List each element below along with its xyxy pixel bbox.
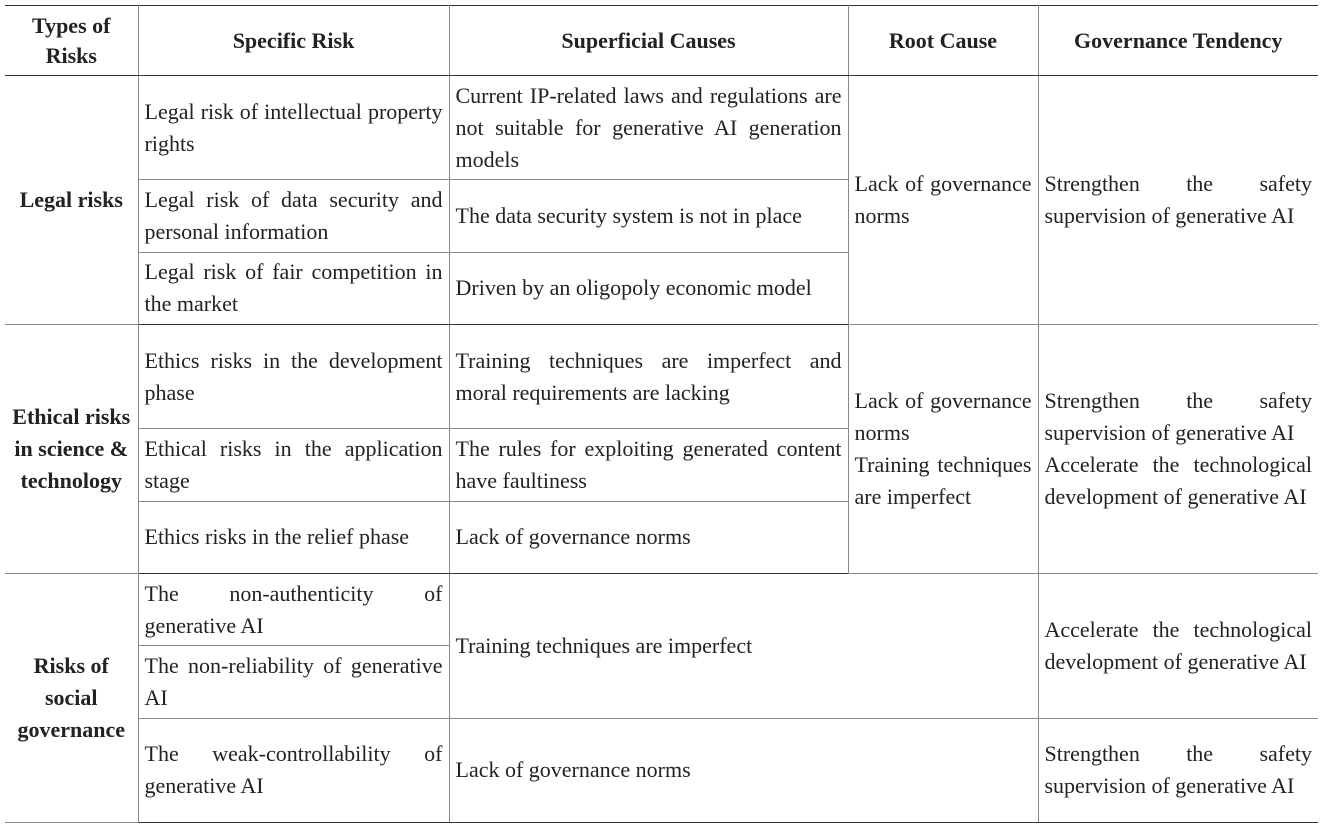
specific-risk-cell: Ethical risks in the application stage	[138, 429, 449, 501]
header-specific-risk: Specific Risk	[138, 6, 449, 76]
risk-type-legal: Legal risks	[5, 76, 138, 325]
specific-risk-cell: The weak-controllability of generative AI	[138, 718, 449, 823]
risk-type-social: Risks of social governance	[5, 573, 138, 822]
root-cause-cell: Lack of governance norms	[848, 76, 1038, 325]
header-governance-tendency: Governance Tendency	[1038, 6, 1318, 76]
superficial-cause-cell: The data security system is not in place	[449, 180, 848, 252]
superficial-cause-cell: Training techniques are imperfect and moral requirements are lacking	[449, 324, 848, 428]
root-cause-line: Training techniques are imperfect	[854, 451, 1032, 509]
superficial-cause-cell: The rules for exploiting generated content have faultiness	[449, 429, 848, 501]
merged-cause-cell: Training techniques are imperfect	[449, 573, 1038, 718]
governance-line: Accelerate the technological development of generative AI	[1044, 451, 1312, 509]
merged-cause-cell: Lack of governance norms	[449, 718, 1038, 823]
governance-line: Strengthen the safety supervision of generative AI	[1044, 387, 1312, 445]
table-row	[5, 718, 1318, 823]
root-cause-cell	[848, 324, 1038, 573]
governance-tendency-cell: Accelerate the technological development of generative AI	[1038, 573, 1318, 718]
header-superficial-causes: Superficial Causes	[449, 6, 848, 76]
table-row	[5, 573, 1318, 645]
governance-tendency-cell: Strengthen the safety supervision of generative AI	[1038, 718, 1318, 823]
risk-type-ethical: Ethical risks in science & technology	[5, 324, 138, 573]
specific-risk-cell: Legal risk of data security and personal information	[138, 180, 449, 252]
header-root-cause: Root Cause	[848, 6, 1038, 76]
risk-governance-table	[5, 5, 1318, 823]
specific-risk-cell: The non-authenticity of generative AI	[138, 573, 449, 645]
root-cause-line: Lack of governance norms	[854, 387, 1032, 445]
specific-risk-cell: Legal risk of intellectual property rights	[138, 76, 449, 180]
governance-tendency-cell	[1038, 324, 1318, 573]
specific-risk-cell: The non-reliability of generative AI	[138, 646, 449, 718]
governance-tendency-cell: Strengthen the safety supervision of generative AI	[1038, 76, 1318, 325]
superficial-cause-cell: Current IP-related laws and regulations are not suitable for generative AI generation models	[449, 76, 848, 180]
header-row	[5, 6, 1318, 76]
specific-risk-cell: Ethics risks in the relief phase	[138, 501, 449, 573]
superficial-cause-cell: Driven by an oligopoly economic model	[449, 252, 848, 324]
table-row	[5, 324, 1318, 428]
header-types-of-risks: Types of Risks	[5, 6, 138, 76]
specific-risk-cell: Ethics risks in the development phase	[138, 324, 449, 428]
table-row	[5, 76, 1318, 180]
superficial-cause-cell: Lack of governance norms	[449, 501, 848, 573]
specific-risk-cell: Legal risk of fair competition in the market	[138, 252, 449, 324]
